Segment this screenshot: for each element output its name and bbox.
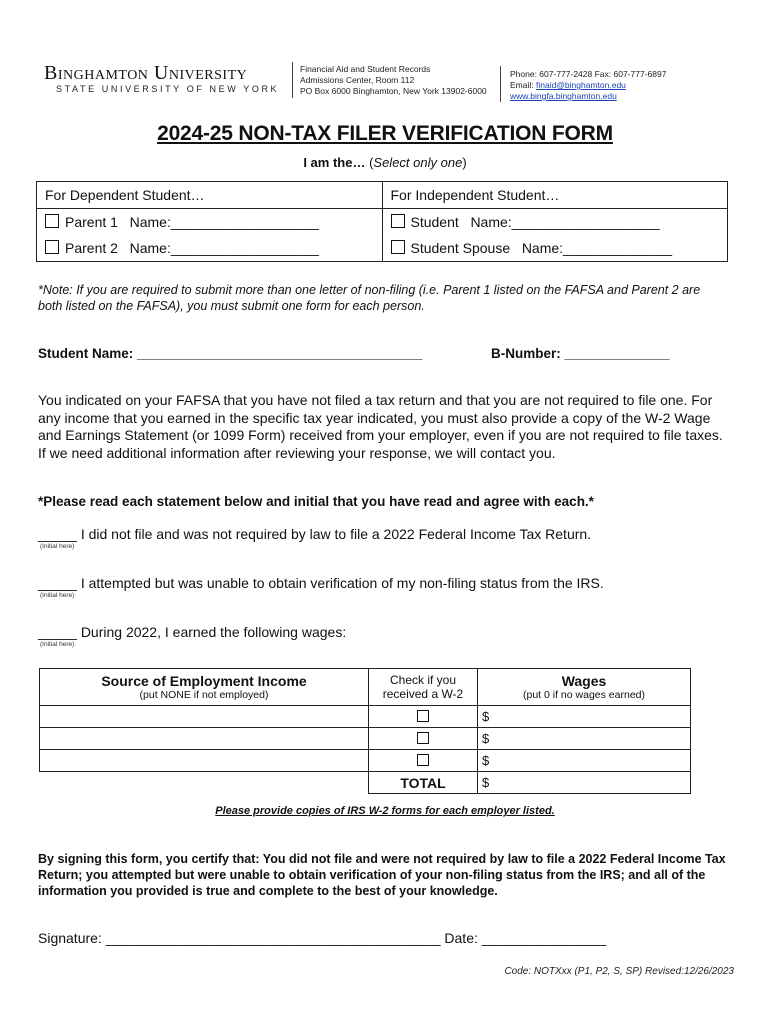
total-wages-input[interactable]: $: [478, 772, 691, 794]
statement-wages[interactable]: _____ During 2022, I earned the following wages:: [38, 624, 347, 640]
fafsa-paragraph: You indicated on your FAFSA that you have not filed a tax return and that you are not required to file one. For any income that you earned in the specific tax year indicated, you must also provide a copy of the W-2 Wage and Earnings Statement (or 1099 Form) received from your employer, even if you are not required to file taxes. If we need additional information after reviewing your response, we will contact you.: [38, 392, 723, 461]
total-row: [40, 772, 691, 794]
email-link[interactable]: finaid@binghamton.edu: [535, 80, 626, 90]
statement-not-required[interactable]: _____ I did not file and was not required by law to file a 2022 Federal Income Tax Return.: [38, 526, 592, 542]
checkbox-icon[interactable]: [417, 754, 429, 766]
independent-header: For Independent Student…: [382, 182, 728, 209]
initial-here-label: (Initial here): [40, 641, 75, 648]
office-line: PO Box 6000 Binghamton, New York 13902-6000: [300, 86, 487, 96]
checkbox-icon[interactable]: [417, 710, 429, 722]
source-input[interactable]: [40, 728, 369, 750]
b-number-field[interactable]: B-Number: ______________: [491, 346, 670, 361]
office-address: [300, 64, 487, 97]
table-row: [40, 750, 691, 772]
office-line: Financial Aid and Student Records: [300, 64, 431, 74]
university-logo-text: Binghamton University: [44, 62, 248, 84]
student-name-field[interactable]: Student Name: ______________________________________: [38, 346, 423, 361]
total-label: TOTAL: [369, 772, 478, 794]
statement-unable-verify[interactable]: _____ I attempted but was unable to obtain verification of my non-filing status from the IRS.: [38, 575, 604, 591]
checkbox-icon[interactable]: [391, 214, 405, 228]
wages-input[interactable]: $: [478, 750, 691, 772]
phone-fax: Phone: 607-777-2428 Fax: 607-777-6897: [510, 69, 667, 79]
dependent-header: For Dependent Student…: [37, 182, 383, 209]
parent1-option[interactable]: Parent 1 Name:___________________: [37, 209, 383, 236]
filer-selection-table: [36, 181, 728, 262]
header-divider: [500, 66, 501, 102]
checkbox-icon[interactable]: [391, 240, 405, 254]
certification-statement: By signing this form, you certify that: You did not file and were not required by law to file a 2022 Federal Income Tax Return; you attempted but were unable to obtain verification of your non-filing status from the IRS; and all of the information you provided is true and complete to the best of your knowledge.: [38, 852, 726, 898]
source-input[interactable]: [40, 750, 369, 772]
source-input[interactable]: [40, 706, 369, 728]
wages-input[interactable]: $: [478, 706, 691, 728]
checkbox-icon[interactable]: [45, 214, 59, 228]
w2-copies-note: Please provide copies of IRS W-2 forms for each employer listed.: [215, 805, 555, 817]
form-code: Code: NOTXxx (P1, P2, S, SP) Revised:12/26/2023: [504, 966, 734, 977]
checkbox-icon[interactable]: [45, 240, 59, 254]
table-row: [40, 728, 691, 750]
select-instruction: I am the… (Select only one): [303, 155, 467, 170]
wages-input[interactable]: $: [478, 728, 691, 750]
checkbox-icon[interactable]: [417, 732, 429, 744]
initial-here-label: (Initial here): [40, 543, 75, 550]
university-sub-text: STATE UNIVERSITY OF NEW YORK: [56, 84, 280, 94]
source-header: Source of Employment Income (put NONE if not employed): [40, 669, 369, 706]
email-line: Email: finaid@binghamton.edu: [510, 80, 626, 90]
wages-table: [39, 668, 691, 794]
table-row: [40, 706, 691, 728]
website-link[interactable]: www.bingfa.binghamton.edu: [510, 91, 617, 101]
multiple-letters-note: *Note: If you are required to submit more than one letter of non-filing (i.e. Parent 1 listed on the FAFSA and Parent 2 are both listed on the FAFSA), you must submit one form for each person.: [38, 283, 701, 313]
signature-date-line[interactable]: Signature: ___________________________________________ Date: ________________: [38, 930, 607, 946]
contact-info: [510, 69, 666, 102]
wages-header: Wages (put 0 if no wages earned): [478, 669, 691, 706]
initial-instruction: *Please read each statement below and initial that you have read and agree with each.*: [38, 494, 594, 509]
w2-check-header: Check if you received a W-2: [369, 669, 478, 706]
initial-here-label: (Initial here): [40, 592, 75, 599]
form-title: 2024-25 NON-TAX FILER VERIFICATION FORM: [157, 122, 613, 145]
header-divider: [292, 62, 293, 98]
office-line: Admissions Center, Room 112: [300, 75, 415, 85]
parent2-option[interactable]: Parent 2 Name:___________________: [37, 235, 383, 262]
spouse-option[interactable]: Student Spouse Name:______________: [382, 235, 728, 262]
student-option[interactable]: Student Name:___________________: [382, 209, 728, 236]
